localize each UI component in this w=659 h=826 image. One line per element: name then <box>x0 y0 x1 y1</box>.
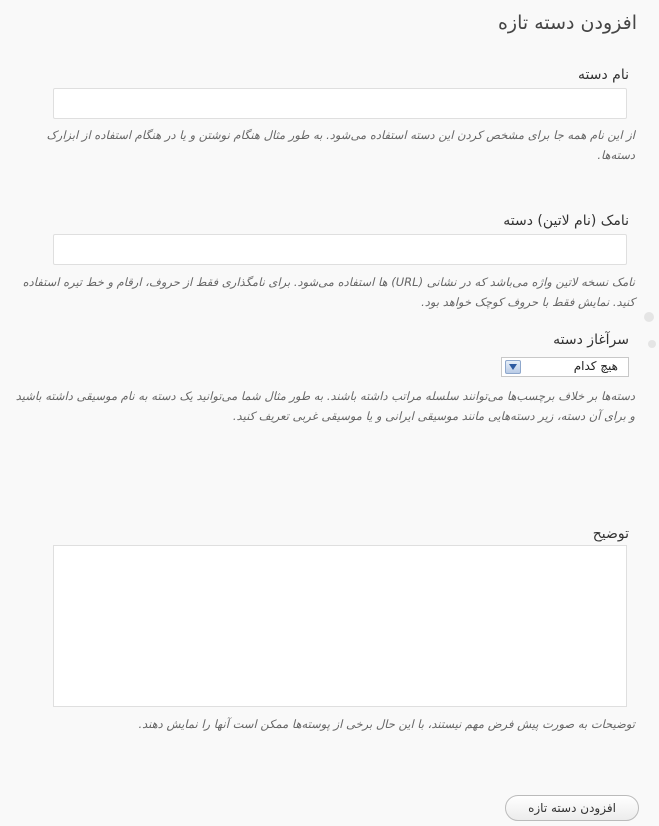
category-slug-label: نامک (نام لاتین) دسته <box>503 213 629 229</box>
decorative-dot <box>644 312 654 322</box>
category-description-label: توضیح <box>592 526 629 542</box>
category-name-description: از این نام همه جا برای مشخص کردن این دسته استفاده می‌شود. به طور مثال هنگام نوشتن و یا در هنگام استفاده از ابزارک دسته‌ها. <box>46 128 635 162</box>
category-parent-selected-value: هیچ کدام <box>573 359 618 373</box>
add-category-button[interactable]: افزودن دسته تازه <box>505 795 639 821</box>
category-parent-label: سرآغاز دسته <box>553 332 629 348</box>
category-description-textarea[interactable] <box>53 545 627 707</box>
decorative-dot <box>648 340 656 348</box>
category-slug-description: نامک نسخه لاتین واژه می‌باشد که در نشانی (URL) ها استفاده می‌شود. برای نامگذاری فقط از حروف، ارقام و خط تیره استفاده کنید. نمایش فقط با حروف کوچک خواهد بود. <box>22 275 635 309</box>
category-name-label: نام دسته <box>578 67 629 83</box>
chevron-down-icon[interactable] <box>505 360 521 374</box>
category-name-input[interactable] <box>53 88 627 119</box>
category-parent-select[interactable] <box>501 357 629 377</box>
category-description-help: توضیحات به صورت پیش فرض مهم نیستند، با این حال برخی از پوسته‌ها ممکن است آنها را نمایش دهند. <box>138 717 635 731</box>
category-parent-description: دسته‌ها بر خلاف برچسب‌ها می‌توانند سلسله مراتب داشته باشند. به طور مثال شما می‌توانید یک دسته به نام موسیقی داشته باشید و برای آن دسته، زیر دسته‌هایی مانند موسیقی ایرانی و یا موسیقی غربی تعریف کنید. <box>15 389 635 423</box>
category-slug-input[interactable] <box>53 234 627 265</box>
form-title: افزودن دسته تازه <box>497 12 637 34</box>
